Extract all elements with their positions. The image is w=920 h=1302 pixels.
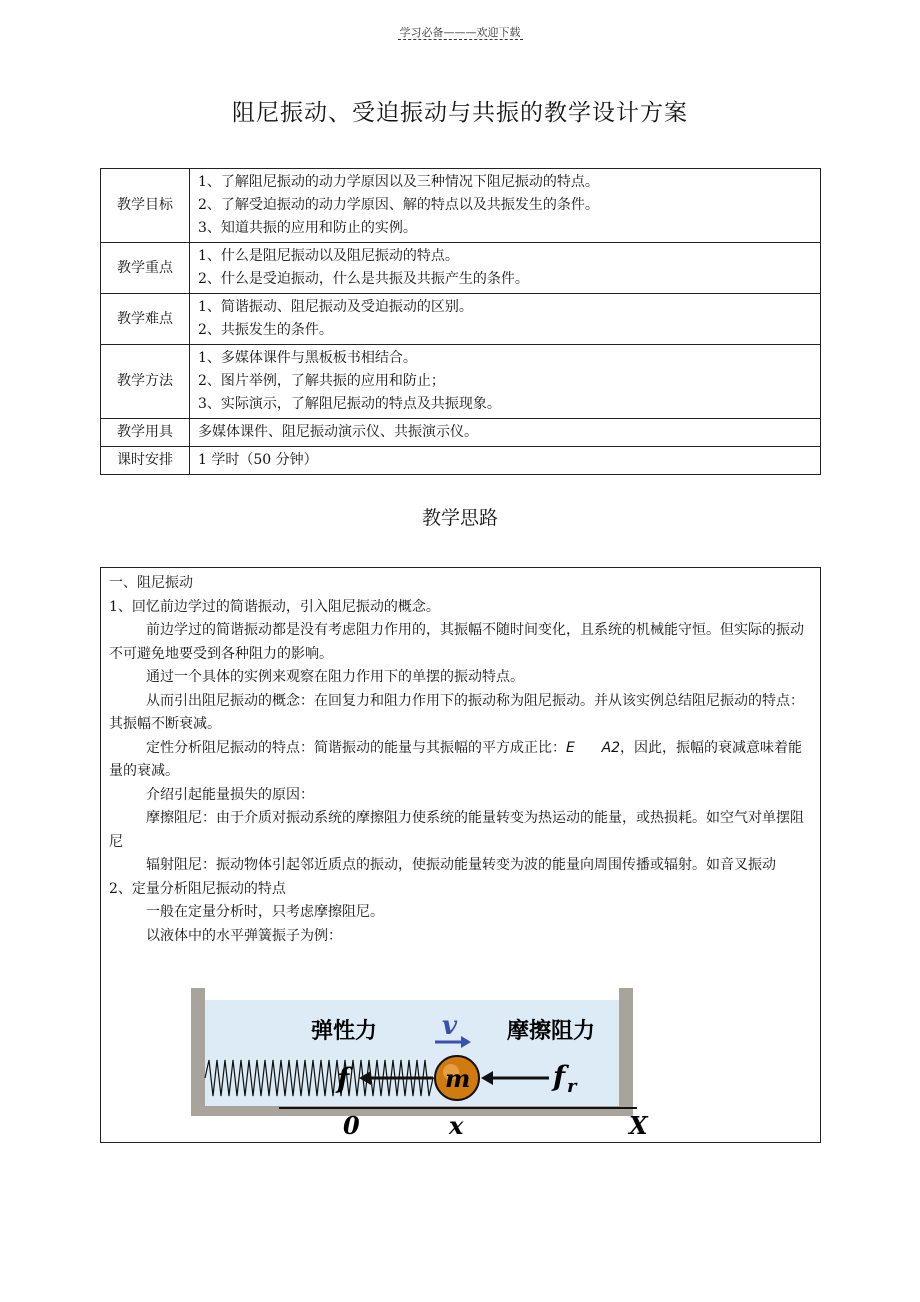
document-title: 阻尼振动、受迫振动与共振的教学设计方案 bbox=[232, 100, 688, 126]
plan-row bbox=[101, 345, 821, 419]
plan-row-line: 1 学时（50 分钟） bbox=[198, 452, 318, 468]
para-friction-damping: 摩擦阻尼：由于介质对振动系统的摩擦阻力使系统的能量转变为热运动的能量，或热损耗。如空气对单摆阻尼 bbox=[109, 810, 804, 850]
plan-row-content bbox=[190, 243, 821, 294]
plan-row bbox=[101, 243, 821, 294]
plan-row-content bbox=[190, 169, 821, 243]
approach-content bbox=[109, 572, 814, 948]
teaching-approach-box bbox=[100, 567, 821, 1143]
label-friction-force: 摩擦阻力 bbox=[507, 1018, 596, 1044]
plan-row-line: 2、什么是受迫振动，什么是共振及共振产生的条件。 bbox=[198, 271, 529, 287]
label-origin: 0 bbox=[343, 1111, 360, 1140]
plan-row bbox=[101, 169, 821, 243]
label-elastic-force: 弹性力 bbox=[311, 1018, 378, 1044]
teaching-plan-table bbox=[100, 168, 821, 475]
plan-row-label: 教学目标 bbox=[101, 169, 190, 243]
plan-row-line: 1、了解阻尼振动的动力学原因以及三种情况下阻尼振动的特点。 bbox=[198, 174, 599, 190]
para-shm: 前边学过的简谐振动都是没有考虑阻力作用的，其振幅不随时间变化，且系统的机械能守恒。但实际的振动不可避免地要受到各种阻力的影响。 bbox=[109, 622, 804, 662]
label-m: m bbox=[445, 1064, 471, 1093]
header-note: 学习必备———欢迎下载 bbox=[399, 26, 521, 39]
container-right-wall bbox=[619, 988, 633, 1112]
para-qualitative: 定性分析阻尼振动的特点：简谐振动的能量与其振幅的平方成正比：E A2，因此，振幅的衰减意味着能量的衰减。 bbox=[109, 739, 803, 779]
plan-row bbox=[101, 419, 821, 447]
plan-row-content bbox=[190, 447, 821, 475]
label-f: f bbox=[337, 1062, 350, 1095]
para-friction-only: 一般在定量分析时，只考虑摩擦阻尼。 bbox=[146, 904, 384, 920]
label-x-axis: X bbox=[629, 1111, 648, 1140]
plan-row-content bbox=[190, 419, 821, 447]
para-concept: 从而引出阻尼振动的概念：在回复力和阻力作用下的振动称为阻尼振动。并从该实例总结阻尼振动的特点：其振幅不断衰减。 bbox=[109, 692, 804, 732]
heading-damped: 一、阻尼振动 bbox=[109, 575, 193, 591]
spring-oscillator-figure bbox=[189, 986, 648, 1140]
plan-row-label: 教学难点 bbox=[101, 294, 190, 345]
plan-row-label: 课时安排 bbox=[101, 447, 190, 475]
label-velocity: v bbox=[442, 1011, 458, 1041]
plan-row bbox=[101, 447, 821, 475]
plan-row-line: 2、了解受迫振动的动力学原因、解的特点以及共振发生的条件。 bbox=[198, 197, 599, 213]
plan-row-line: 2、图片举例，了解共振的应用和防止； bbox=[198, 373, 445, 389]
para-example: 通过一个具体的实例来观察在阻力作用下的单摆的振动特点。 bbox=[146, 669, 524, 685]
heading-quantitative: 2、定量分析阻尼振动的特点 bbox=[109, 880, 286, 897]
formula-a2: A2 bbox=[601, 739, 621, 756]
plan-row bbox=[101, 294, 821, 345]
plan-row-label: 教学重点 bbox=[101, 243, 190, 294]
para-energy-loss: 介绍引起能量损失的原因： bbox=[146, 786, 314, 803]
plan-row-label: 教学方法 bbox=[101, 345, 190, 419]
formula-e: E bbox=[566, 739, 575, 756]
plan-row-label: 教学用具 bbox=[101, 419, 190, 447]
plan-row-content bbox=[190, 294, 821, 345]
label-x-position: x bbox=[449, 1111, 464, 1140]
para-recall: 1、回忆前边学过的简谐振动，引入阻尼振动的概念。 bbox=[109, 598, 440, 615]
plan-row-line: 3、知道共振的应用和防止的实例。 bbox=[198, 220, 417, 236]
plan-row-line: 3、实际演示，了解阻尼振动的特点及共振现象。 bbox=[198, 396, 501, 412]
plan-row-line: 多媒体课件、阻尼振动演示仪、共振演示仪。 bbox=[198, 424, 478, 440]
container-left-wall bbox=[191, 988, 205, 1112]
label-fr: f bbox=[553, 1060, 566, 1093]
para-spring-example: 以液体中的水平弹簧振子为例： bbox=[146, 927, 342, 944]
plan-row-line: 1、多媒体课件与黑板板书相结合。 bbox=[198, 350, 417, 366]
label-fr-sub: r bbox=[567, 1076, 577, 1097]
para-radiation-damping: 辐射阻尼：振动物体引起邻近质点的振动，使振动能量转变为波的能量向周围传播或辐射。如音叉振动 bbox=[146, 857, 776, 873]
plan-row-line: 2、共振发生的条件。 bbox=[198, 322, 333, 338]
plan-row-line: 1、什么是阻尼振动以及阻尼振动的特点。 bbox=[198, 248, 459, 264]
plan-row-content bbox=[190, 345, 821, 419]
plan-row-line: 1、简谐振动、阻尼振动及受迫振动的区别。 bbox=[198, 299, 473, 315]
section-title: 教学思路 bbox=[421, 507, 498, 529]
